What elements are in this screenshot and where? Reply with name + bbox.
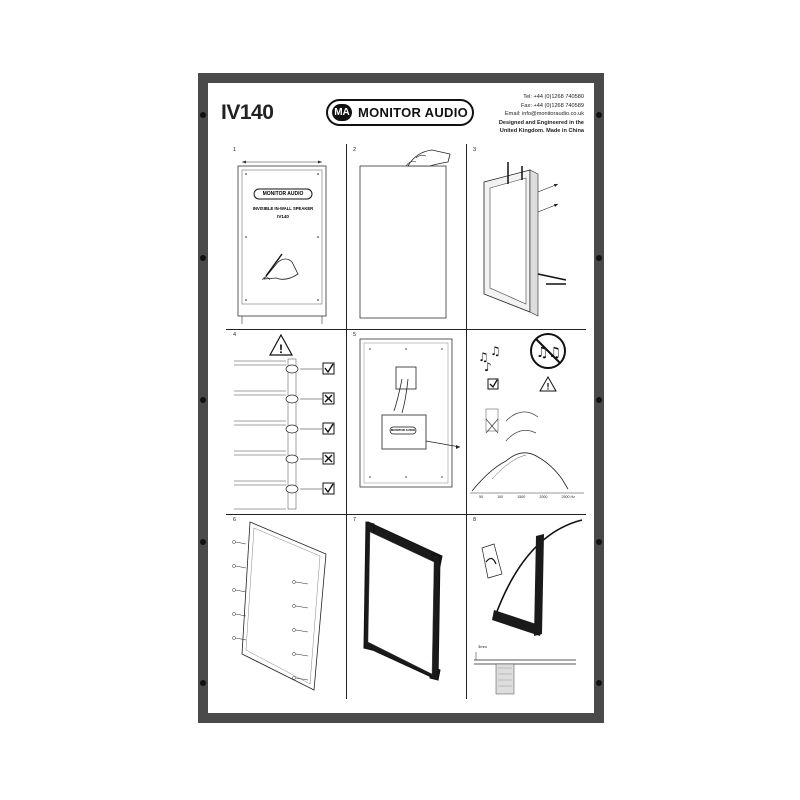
model-title: IV140 <box>221 101 274 124</box>
designed-line-1: Designed and Engineered in the <box>498 119 584 126</box>
graph-axis <box>472 495 582 499</box>
screw-icon <box>200 255 206 261</box>
step-3-panel <box>466 144 586 329</box>
step-6-panel <box>226 514 346 699</box>
no-music-icon <box>531 334 565 368</box>
step-number: 3 <box>473 147 477 153</box>
screw-icon <box>200 397 206 403</box>
step-number: 2 <box>353 147 357 153</box>
template-title: INVISIBLE IN-WALL SPEAKER <box>252 206 314 211</box>
template-marking-illustration <box>226 144 346 329</box>
screw-icon <box>200 112 206 118</box>
step-number: 6 <box>233 517 237 523</box>
step-number: 4 <box>233 332 237 338</box>
template-brand: MONITOR AUDIO <box>262 191 304 197</box>
warning-icon <box>540 377 556 392</box>
svg-text:♫♫: ♫♫ <box>536 345 562 361</box>
screw-icon <box>200 680 206 686</box>
step-5-panel <box>346 329 466 514</box>
screw-icon <box>596 397 602 403</box>
warning-icon <box>270 335 292 356</box>
svg-text:!: ! <box>279 342 283 356</box>
graph-tick: 50 <box>479 495 484 499</box>
step-number: 5 <box>353 332 357 338</box>
graph-tick: 1500 <box>517 495 526 499</box>
screw-icon <box>596 112 602 118</box>
step-8-panel <box>466 514 586 699</box>
template-model: IV140 <box>277 214 289 219</box>
cross-icon <box>323 393 334 404</box>
peel-template-illustration <box>346 144 466 329</box>
instruction-sheet <box>208 83 594 713</box>
stud-placement-illustration <box>226 329 346 514</box>
svg-text:♫: ♫ <box>490 344 501 358</box>
plaster-finish-illustration <box>466 514 586 699</box>
frequency-response-illustration <box>466 329 586 514</box>
screw-mounting-illustration <box>226 514 346 699</box>
step-1-panel <box>226 144 346 329</box>
graph-tick: 2000 <box>539 495 548 499</box>
contact-fax: Fax: +44 (0)1268 740589 <box>521 102 584 109</box>
contact-info <box>499 93 584 136</box>
wall-cutout-illustration <box>466 144 586 329</box>
driver-badge: MONITOR AUDIO <box>390 428 416 432</box>
svg-text:!: ! <box>546 381 550 392</box>
logo-mark-icon: MA <box>332 104 352 121</box>
step-5-response-panel <box>466 329 586 514</box>
step-number: 8 <box>473 517 477 523</box>
brand-logo <box>326 99 474 126</box>
svg-text:♪: ♪ <box>484 360 492 374</box>
check-icon <box>323 483 334 494</box>
step-4-panel <box>226 329 346 514</box>
tape-frame-illustration <box>346 514 466 699</box>
check-icon <box>323 363 334 374</box>
screw-icon <box>596 255 602 261</box>
contact-email: Email: info@monitoraudio.co.uk <box>504 111 584 118</box>
svg-text:♫: ♫ <box>478 350 489 364</box>
step-2-panel <box>346 144 466 329</box>
cross-icon <box>323 453 334 464</box>
step-7-panel <box>346 514 466 699</box>
instruction-grid <box>226 144 586 699</box>
graph-tick: 2500 Hz <box>561 495 575 499</box>
wiring-illustration <box>346 329 466 514</box>
graph-tick: 100 <box>497 495 504 499</box>
screw-icon <box>596 539 602 545</box>
designed-line-2: United Kingdom. Made in China <box>499 128 584 135</box>
brand-name: MONITOR AUDIO <box>358 105 469 120</box>
screw-icon <box>200 539 206 545</box>
step-number: 7 <box>353 517 357 523</box>
contact-tel: Tel: +44 (0)1268 740580 <box>523 94 584 100</box>
music-notes-icon <box>478 344 501 374</box>
check-icon <box>323 423 334 434</box>
step-number: 1 <box>233 147 237 153</box>
screw-icon <box>596 680 602 686</box>
dimension-label: 3mm <box>478 644 487 649</box>
check-icon <box>488 379 498 389</box>
